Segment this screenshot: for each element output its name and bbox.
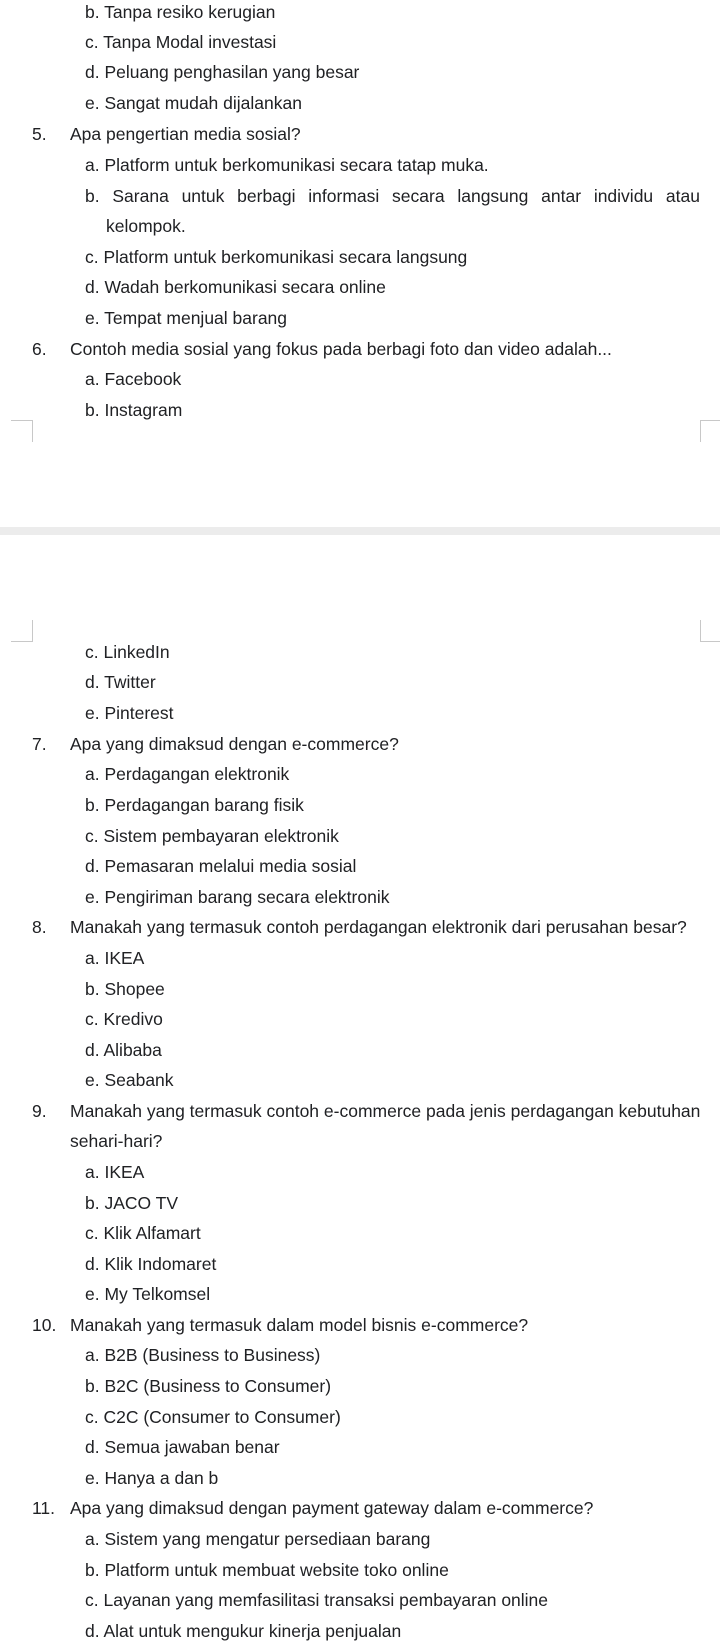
option-q5-e: e. Tempat menjual barang (85, 308, 288, 328)
question-number: 5. (32, 124, 47, 144)
option-q9-c: c. Klik Alfamart (85, 1223, 201, 1243)
question-5 (32, 123, 301, 145)
option-q6-c: c. LinkedIn (85, 642, 170, 662)
option-q5-a: a. Platform untuk berkomunikasi secara tatap muka. (85, 155, 489, 175)
question-text: Manakah yang termasuk contoh perdagangan elektronik dari perusahan besar? (70, 917, 687, 937)
option-q6-e: e. Pinterest (85, 703, 174, 723)
option-q10-e: e. Hanya a dan b (85, 1468, 219, 1488)
question-number: 10. (32, 1315, 57, 1335)
option-q4-c: c. Tanpa Modal investasi (85, 32, 277, 52)
option-q8-d: d. Alibaba (85, 1040, 162, 1060)
question-7 (32, 733, 399, 755)
option-q6-d: d. Twitter (85, 672, 156, 692)
option-q5-b-cont: kelompok. (106, 216, 186, 236)
option-q6-b: b. Instagram (85, 400, 183, 420)
crop-mark-top-left (11, 620, 33, 642)
question-number: 6. (32, 339, 47, 359)
question-10 (32, 1314, 529, 1336)
option-q5-c: c. Platform untuk berkomunikasi secara langsung (85, 247, 468, 267)
option-q7-a: a. Perdagangan elektronik (85, 764, 290, 784)
option-q10-b: b. B2C (Business to Consumer) (85, 1376, 332, 1396)
question-text: Apa pengertian media sosial? (70, 124, 301, 144)
option-q7-c: c. Sistem pembayaran elektronik (85, 826, 339, 846)
option-q7-d: d. Pemasaran melalui media sosial (85, 856, 357, 876)
question-text: Apa yang dimaksud dengan payment gateway dalam e-commerce? (70, 1498, 594, 1518)
page-separator (0, 527, 720, 535)
option-q8-b: b. Shopee (85, 979, 165, 999)
option-q4-d: d. Peluang penghasilan yang besar (85, 62, 360, 82)
question-number: 11. (32, 1498, 56, 1518)
question-text: Manakah yang termasuk contoh e-commerce pada jenis perdagangan kebutuhan (70, 1101, 701, 1121)
option-q5-d: d. Wadah berkomunikasi secara online (85, 277, 386, 297)
option-q9-e: e. My Telkomsel (85, 1284, 211, 1304)
question-6 (32, 338, 612, 360)
question-number: 7. (32, 734, 47, 754)
option-q9-a: a. IKEA (85, 1162, 145, 1182)
question-text: Contoh media sosial yang fokus pada berbagi foto dan video adalah... (70, 339, 612, 359)
option-q7-e: e. Pengiriman barang secara elektronik (85, 887, 390, 907)
option-q11-d: d. Alat untuk mengukur kinerja penjualan (85, 1621, 402, 1641)
option-q8-c: c. Kredivo (85, 1009, 163, 1029)
option-q5-b: b. Sarana untuk berbagi informasi secara langsung antar individu atau (85, 186, 700, 206)
question-9 (32, 1100, 700, 1122)
question-text: Manakah yang termasuk dalam model bisnis e-commerce? (70, 1315, 529, 1335)
document-page-2 (0, 535, 720, 1640)
option-q11-a: a. Sistem yang mengatur persediaan barang (85, 1529, 431, 1549)
document-page-1 (0, 0, 720, 527)
option-q7-b: b. Perdagangan barang fisik (85, 795, 304, 815)
option-q11-b: b. Platform untuk membuat website toko online (85, 1560, 449, 1580)
question-9-cont: sehari-hari? (70, 1131, 163, 1151)
question-11 (32, 1497, 594, 1519)
option-q10-c: c. C2C (Consumer to Consumer) (85, 1407, 341, 1427)
option-q8-a: a. IKEA (85, 948, 145, 968)
crop-mark-bottom-right (700, 420, 720, 442)
question-number: 8. (32, 917, 47, 937)
option-q4-e: e. Sangat mudah dijalankan (85, 93, 302, 113)
option-q4-b: b. Tanpa resiko kerugian (85, 2, 276, 22)
option-q10-a: a. B2B (Business to Business) (85, 1345, 321, 1365)
option-q10-d: d. Semua jawaban benar (85, 1437, 280, 1457)
option-q8-e: e. Seabank (85, 1070, 174, 1090)
question-number: 9. (32, 1101, 47, 1121)
option-q11-c: c. Layanan yang memfasilitasi transaksi pembayaran online (85, 1590, 549, 1610)
option-q9-b: b. JACO TV (85, 1193, 179, 1213)
option-q6-a: a. Facebook (85, 369, 182, 389)
crop-mark-top-right (700, 620, 720, 642)
question-8 (32, 916, 687, 938)
crop-mark-bottom-left (11, 420, 33, 442)
question-text: Apa yang dimaksud dengan e-commerce? (70, 734, 399, 754)
option-q9-d: d. Klik Indomaret (85, 1254, 217, 1274)
